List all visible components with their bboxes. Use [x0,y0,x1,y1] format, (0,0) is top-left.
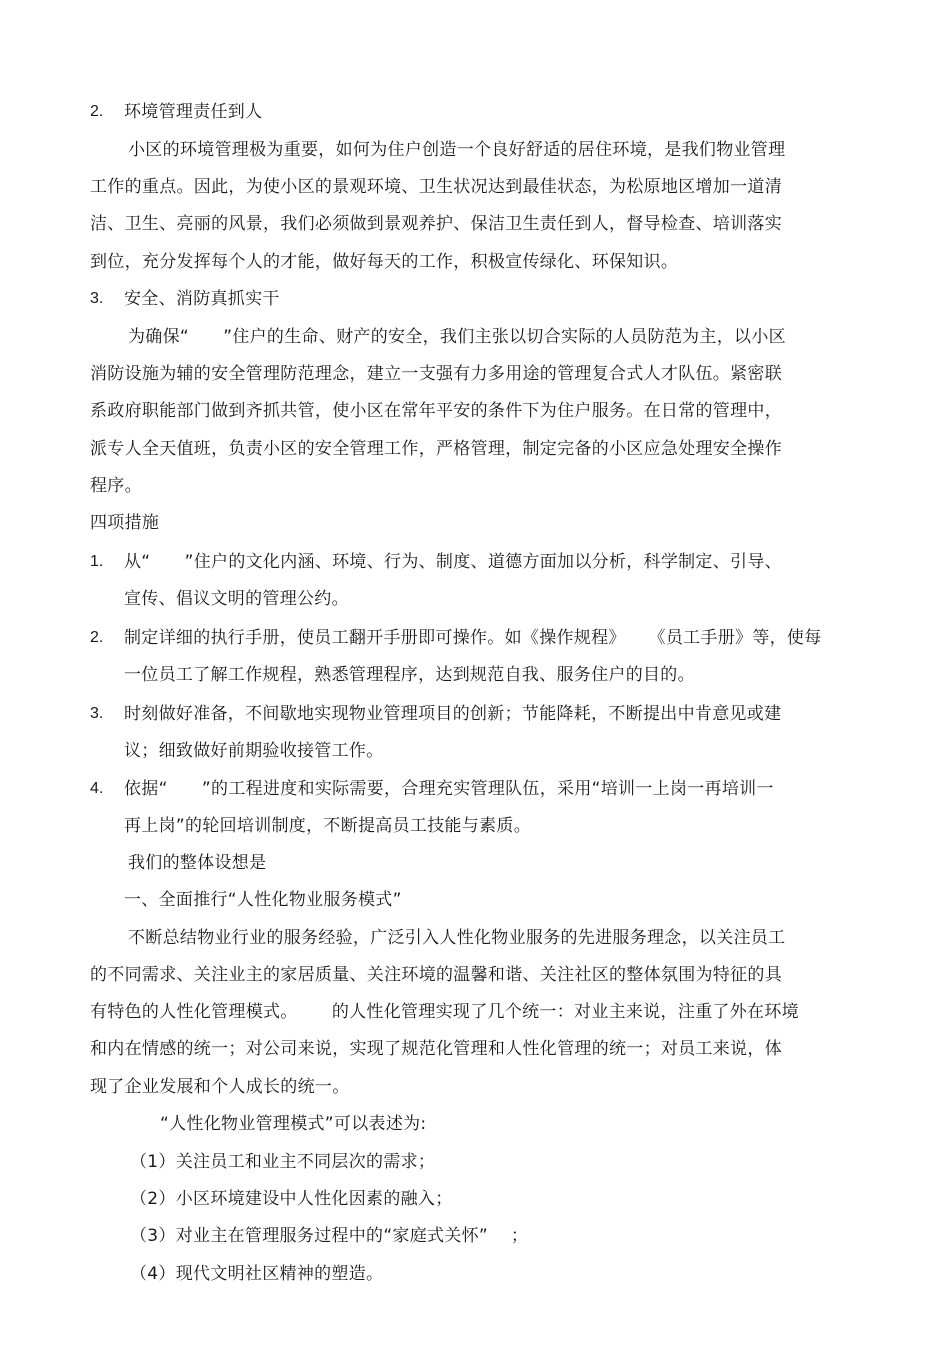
measure-number: 1. [90,553,104,570]
paragraph-line: 到位，充分发挥每个人的才能，做好每天的工作，积极宣传绿化、环保知识。 [90,252,679,272]
mode-item: （3）对业主在管理服务过程中的“家庭式关怀” ； [130,1226,529,1246]
measure-line: 再上岗”的轮回培训制度，不断提高员工技能与素质。 [124,816,532,836]
measure-line: 宣传、倡议文明的管理公约。 [124,589,349,609]
section-number: 2. [90,103,104,120]
paragraph-line: 现了企业发展和个人成长的统一。 [90,1077,350,1097]
paragraph-line: 工作的重点。因此，为使小区的景观环境、卫生状况达到最佳状态，为松原地区增加一道清 [90,177,782,197]
paragraph-line: 消防设施为辅的安全管理防范理念，建立一支强有力多用途的管理复合式人才队伍。紧密联 [90,364,782,384]
mode-title: “人性化物业管理模式”可以表述为: [160,1114,427,1134]
measure-number: 2. [90,629,104,646]
measure-line: 议；细致做好前期验收接管工作。 [124,741,384,761]
overall-intro: 我们的整体设想是 [128,853,267,873]
overall-heading: 一、全面推行“人性化物业服务模式” [124,890,402,910]
paragraph-line: 小区的环境管理极为重要，如何为住户创造一个良好舒适的居住环境，是我们物业管理 [128,140,786,160]
paragraph-line: 洁、卫生、亮丽的风景，我们必须做到景观养护、保洁卫生责任到人，督导检查、培训落实 [90,214,782,234]
section-heading: 环境管理责任到人 [124,102,263,122]
section-number: 3. [90,290,104,307]
measure-line: 依据“ ”的工程进度和实际需要，合理充实管理队伍，采用“培训一上岗一再培训一 [124,779,774,799]
measures-title: 四项措施 [90,513,160,533]
measure-number: 3. [90,705,104,722]
measure-line: 时刻做好准备，不间歇地实现物业管理项目的创新；节能降耗，不断提出中肯意见或建 [124,704,782,724]
paragraph-line: 派专人全天值班，负责小区的安全管理工作，严格管理，制定完备的小区应急处理安全操作 [90,439,782,459]
mode-item: （4）现代文明社区精神的塑造。 [130,1264,384,1284]
paragraph-line: 系政府职能部门做到齐抓共管，使小区在常年平安的条件下为住户服务。在日常的管理中， [90,401,782,421]
paragraph-line: 为确保“ ”住户的生命、财产的安全，我们主张以切合实际的人员防范为主，以小区 [128,327,786,347]
section-heading: 安全、消防真抓实干 [124,289,280,309]
measure-line: 从“ ”住户的文化内涵、环境、行为、制度、道德方面加以分析，科学制定、引导、 [124,552,782,572]
paragraph-line: 和内在情感的统一；对公司来说，实现了规范化管理和人性化管理的统一；对员工来说，体 [90,1039,782,1059]
paragraph-line: 的不同需求、关注业主的家居质量、关注环境的温馨和谐、关注社区的整体氛围为特征的具 [90,965,782,985]
paragraph-line: 有特色的人性化管理模式。 的人性化管理实现了几个统一：对业主来说，注重了外在环境 [90,1002,799,1022]
mode-item: （1）关注员工和业主不同层次的需求； [130,1152,436,1172]
paragraph-line: 程序。 [90,476,142,496]
mode-item: （2）小区环境建设中人性化因素的融入； [130,1189,453,1209]
paragraph-line: 不断总结物业行业的服务经验，广泛引入人性化物业服务的先进服务理念，以关注员工 [128,928,786,948]
measure-line: 一位员工了解工作规程，熟悉管理程序，达到规范自我、服务住户的目的。 [124,665,695,685]
measure-line: 制定详细的执行手册，使员工翻开手册即可操作。如《操作规程》 《员工手册》等，使每 [124,628,822,648]
measure-number: 4. [90,780,104,797]
